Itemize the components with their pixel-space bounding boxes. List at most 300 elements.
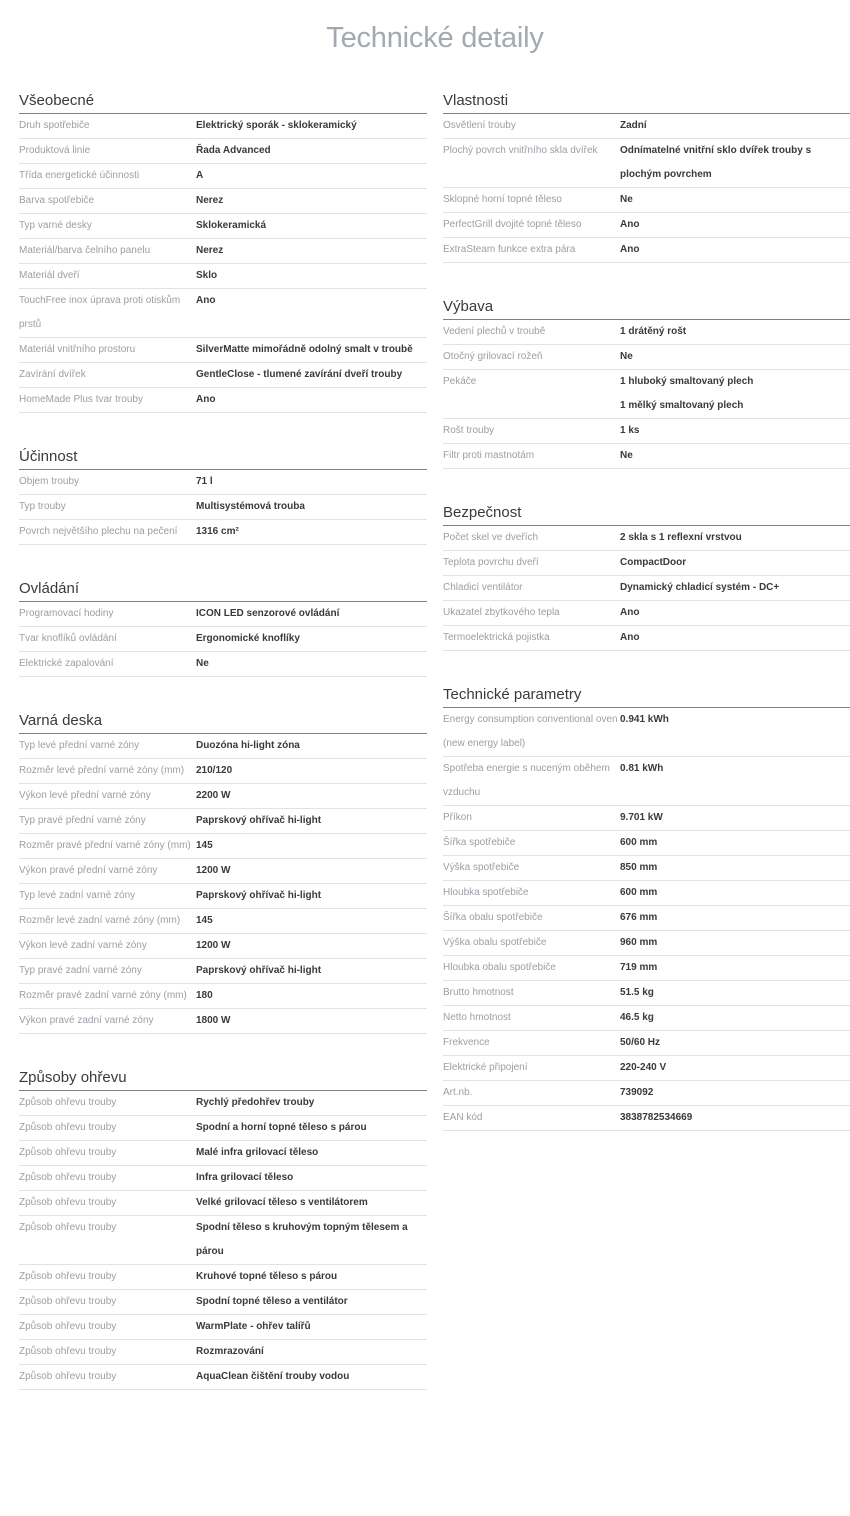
spec-value-text: 9.701 kW [620, 812, 663, 823]
section-title: Ovládání [19, 565, 427, 602]
spec-value [196, 652, 427, 676]
spec-value [620, 526, 850, 550]
spec-row [19, 1116, 427, 1141]
spec-label: Rošt trouby [443, 425, 495, 436]
spec-label: Výkon pravé přední varné zóny [19, 865, 158, 876]
spec-label: Frekvence [443, 1037, 490, 1048]
spec-row [19, 495, 427, 520]
spec-label: Způsob ohřevu trouby [19, 1097, 117, 1108]
spec-value [196, 909, 427, 933]
spec-label: Hloubka obalu spotřebiče [443, 962, 556, 973]
spec-label: Programovací hodiny [19, 608, 114, 619]
spec-value [196, 1315, 427, 1339]
section-title: Výbava [443, 283, 850, 320]
spec-value-text: Ano [196, 295, 216, 306]
spec-label: Zavírání dvířek [19, 369, 86, 380]
spec-value-text: Spodní těleso s kruhovým topným tělesem a párou [196, 1222, 408, 1257]
spec-row [443, 906, 850, 931]
spec-value [196, 495, 427, 519]
spec-value-text: 3838782534669 [620, 1112, 693, 1123]
spec-value-text: Spodní topné těleso a ventilátor [196, 1296, 348, 1307]
spec-label: Typ pravé zadní varné zóny [19, 965, 142, 976]
spec-value [196, 388, 427, 412]
spec-value [620, 881, 850, 905]
spec-value [196, 264, 427, 288]
spec-value-text: Nerez [196, 245, 224, 256]
spec-value [196, 114, 427, 138]
spec-row [19, 784, 427, 809]
spec-value-text: Sklokeramická [196, 220, 267, 231]
spec-row [443, 931, 850, 956]
spec-value-text: 1 drátěný rošt [620, 326, 687, 337]
spec-value-text: Ano [196, 394, 216, 405]
spec-value-text: 2 skla s 1 reflexní vrstvou [620, 532, 742, 543]
spec-value [196, 164, 427, 188]
spec-value [620, 931, 850, 955]
section-title: Způsoby ohřevu [19, 1054, 427, 1091]
spec-row [19, 338, 427, 363]
spec-value [196, 470, 427, 494]
spec-label: Výkon levé zadní varné zóny [19, 940, 147, 951]
spec-value [196, 809, 427, 833]
spec-row [19, 289, 427, 338]
spec-label: Způsob ohřevu trouby [19, 1346, 117, 1357]
section-zpusoby-ohrevu [19, 1054, 427, 1390]
section-ovladani [19, 565, 427, 677]
section-varna-deska [19, 697, 427, 1034]
spec-value [620, 1106, 850, 1130]
spec-value-text: Odnímatelné vnitřní sklo dvířek trouby s plochým povrchem [620, 145, 812, 180]
spec-value-text: Velké grilovací těleso s ventilátorem [196, 1197, 368, 1208]
spec-label: Způsob ohřevu trouby [19, 1271, 117, 1282]
spec-value [196, 627, 427, 651]
spec-row [19, 264, 427, 289]
spec-value [620, 1031, 850, 1055]
spec-value [196, 338, 427, 362]
spec-label: Sklopné horní topné těleso [443, 194, 562, 205]
spec-row [443, 320, 850, 345]
spec-value [620, 320, 850, 344]
spec-label: Povrch největšího plechu na pečení [19, 526, 178, 537]
spec-value [620, 188, 850, 212]
spec-row [443, 956, 850, 981]
spec-label: ExtraSteam funkce extra pára [443, 244, 576, 255]
spec-row [443, 139, 850, 188]
spec-row [19, 652, 427, 677]
spec-value [196, 759, 427, 783]
section-vybava [443, 283, 850, 469]
spec-value [196, 520, 427, 544]
spec-label: Elektrické připojení [443, 1062, 528, 1073]
spec-value-text: Ne [620, 450, 633, 461]
spec-row [443, 1056, 850, 1081]
spec-value-text: 1 ks [620, 425, 640, 436]
spec-value-text: Dynamický chladicí systém - DC+ [620, 582, 780, 593]
spec-label: Typ levé zadní varné zóny [19, 890, 136, 901]
spec-value [620, 981, 850, 1005]
spec-row [19, 627, 427, 652]
spec-value-text: AquaClean čištění trouby vodou [196, 1371, 350, 1382]
spec-value-text: 1 hluboký smaltovaný plech [620, 376, 754, 387]
spec-value [620, 444, 850, 468]
spec-row [443, 114, 850, 139]
spec-label: Pekáče [443, 376, 477, 387]
spec-value [620, 213, 850, 237]
spec-row [19, 164, 427, 189]
spec-value [620, 708, 850, 756]
spec-value-text: ICON LED senzorové ovládání [196, 608, 340, 619]
spec-value-text: Duozóna hi-light zóna [196, 740, 300, 751]
spec-label: Netto hmotnost [443, 1012, 511, 1023]
spec-value-text: Ne [196, 658, 209, 669]
spec-label: Typ pravé přední varné zóny [19, 815, 146, 826]
spec-value [620, 956, 850, 980]
section-title: Všeobecné [19, 77, 427, 114]
spec-value-text: Rozmrazování [196, 1346, 264, 1357]
spec-label: Termoelektrická pojistka [443, 632, 550, 643]
spec-value-text: Ano [620, 244, 640, 255]
spec-value-text: Infra grilovací těleso [196, 1172, 294, 1183]
spec-label: Tvar knoflíků ovládání [19, 633, 117, 644]
spec-label: Druh spotřebiče [19, 120, 90, 131]
spec-value-text: 960 mm [620, 937, 658, 948]
spec-value-text: 145 [196, 840, 213, 851]
spec-row [443, 831, 850, 856]
spec-value [196, 1191, 427, 1215]
spec-row [19, 984, 427, 1009]
spec-value [620, 1056, 850, 1080]
spec-row [443, 1031, 850, 1056]
spec-value-text: 0.81 kWh [620, 763, 664, 774]
spec-row [443, 708, 850, 757]
spec-row [19, 809, 427, 834]
spec-label: Šířka obalu spotřebiče [443, 912, 543, 923]
spec-value-text: 600 mm [620, 887, 658, 898]
spec-label: Výška spotřebiče [443, 862, 520, 873]
spec-value [620, 906, 850, 930]
spec-value-text: Paprskový ohřívač hi-light [196, 965, 322, 976]
spec-value-text: 739092 [620, 1087, 654, 1098]
spec-label: HomeMade Plus tvar trouby [19, 394, 143, 405]
spec-value [620, 856, 850, 880]
spec-row [443, 601, 850, 626]
spec-value [620, 831, 850, 855]
spec-row [19, 1365, 427, 1390]
spec-value [620, 1081, 850, 1105]
spec-value [196, 289, 427, 337]
spec-label: Elektrické zapalování [19, 658, 114, 669]
spec-value [196, 1166, 427, 1190]
spec-value [620, 370, 850, 418]
spec-value [620, 757, 850, 805]
section-bezpecnost [443, 489, 850, 651]
spec-label: Energy consumption conventional oven (new energy label) [443, 714, 618, 749]
spec-label: Vedení plechů v troubě [443, 326, 546, 337]
page-title: Technické detaily [326, 22, 544, 54]
spec-row [19, 139, 427, 164]
spec-value-text: Kruhové topné těleso s párou [196, 1271, 338, 1282]
spec-value [620, 238, 850, 262]
section-ucinnost [19, 433, 427, 545]
spec-value [620, 551, 850, 575]
spec-row [19, 114, 427, 139]
section-title: Bezpečnost [443, 489, 850, 526]
section-title: Vlastnosti [443, 77, 850, 114]
spec-row [19, 934, 427, 959]
spec-row [443, 551, 850, 576]
spec-value [196, 214, 427, 238]
spec-value-text: Řada Advanced [196, 145, 271, 156]
spec-value-text: 220-240 V [620, 1062, 667, 1073]
spec-row [19, 1166, 427, 1191]
spec-value-text: Sklo [196, 270, 218, 281]
spec-value-text: 1316 cm² [196, 526, 239, 537]
spec-value-text: 46.5 kg [620, 1012, 654, 1023]
spec-label: EAN kód [443, 1112, 483, 1123]
spec-value [196, 859, 427, 883]
section-title: Technické parametry [443, 671, 850, 708]
spec-label: Art.nb. [443, 1087, 473, 1098]
spec-value-text: Zadní [620, 120, 647, 131]
spec-value-text: CompactDoor [620, 557, 687, 568]
spec-label: Otočný grilovací rožeň [443, 351, 543, 362]
spec-row [19, 1091, 427, 1116]
spec-label: Ukazatel zbytkového tepla [443, 607, 560, 618]
spec-row [443, 856, 850, 881]
spec-label: Brutto hmotnost [443, 987, 514, 998]
section-vseobecne [19, 77, 427, 413]
spec-value-text: Ergonomické knoflíky [196, 633, 300, 644]
spec-label: Způsob ohřevu trouby [19, 1122, 117, 1133]
spec-row [443, 806, 850, 831]
spec-value-text: 600 mm [620, 837, 658, 848]
spec-row [19, 959, 427, 984]
right-column [443, 77, 850, 1131]
spec-row [443, 626, 850, 651]
spec-value [196, 884, 427, 908]
spec-row [19, 239, 427, 264]
spec-row [443, 1106, 850, 1131]
spec-value [196, 934, 427, 958]
spec-value [196, 189, 427, 213]
spec-row [19, 909, 427, 934]
spec-row [443, 526, 850, 551]
spec-label: Příkon [443, 812, 472, 823]
spec-value-text: Ne [620, 351, 633, 362]
spec-label: Počet skel ve dveřích [443, 532, 539, 543]
spec-value [196, 834, 427, 858]
spec-label: Typ levé přední varné zóny [19, 740, 140, 751]
section-title: Varná deska [19, 697, 427, 734]
spec-label: Způsob ohřevu trouby [19, 1222, 117, 1233]
spec-label: Osvětlení trouby [443, 120, 516, 131]
spec-value-text: 719 mm [620, 962, 658, 973]
spec-row [19, 834, 427, 859]
spec-label: Třída energetické účinnosti [19, 170, 140, 181]
spec-value-text: Ne [620, 194, 633, 205]
spec-row [19, 189, 427, 214]
spec-value-text: Ano [620, 607, 640, 618]
spec-label: Způsob ohřevu trouby [19, 1147, 117, 1158]
spec-row [19, 859, 427, 884]
spec-label: PerfectGrill dvojité topné těleso [443, 219, 582, 230]
spec-label: Materiál/barva čelního panelu [19, 245, 151, 256]
spec-row [443, 238, 850, 263]
spec-row [19, 1340, 427, 1365]
spec-label: Produktová linie [19, 145, 91, 156]
spec-value-text: 180 [196, 990, 213, 1001]
spec-row [19, 520, 427, 545]
spec-label: Výkon levé přední varné zóny [19, 790, 151, 801]
spec-row [19, 214, 427, 239]
spec-label: Výkon pravé zadní varné zóny [19, 1015, 154, 1026]
spec-value [620, 419, 850, 443]
spec-value [196, 1216, 427, 1264]
spec-row [443, 188, 850, 213]
spec-row [19, 363, 427, 388]
spec-row [443, 370, 850, 419]
spec-value [196, 1290, 427, 1314]
spec-value [620, 114, 850, 138]
spec-value [196, 1265, 427, 1289]
spec-row [443, 444, 850, 469]
section-technicke-parametry [443, 671, 850, 1131]
spec-row [19, 759, 427, 784]
spec-value [196, 784, 427, 808]
spec-label: Hloubka spotřebiče [443, 887, 529, 898]
spec-value [196, 139, 427, 163]
spec-label: Rozměr pravé zadní varné zóny (mm) [19, 990, 187, 1001]
spec-row [19, 1290, 427, 1315]
spec-label: Materiál dveří [19, 270, 80, 281]
spec-row [19, 602, 427, 627]
spec-value-text: Elektrický sporák - sklokeramický [196, 120, 357, 131]
spec-value [620, 345, 850, 369]
spec-label: Objem trouby [19, 476, 80, 487]
spec-row [19, 470, 427, 495]
spec-row [19, 1009, 427, 1034]
spec-row [19, 388, 427, 413]
spec-value-text: Rychlý předohřev trouby [196, 1097, 315, 1108]
spec-value-text: 50/60 Hz [620, 1037, 661, 1048]
spec-row [443, 419, 850, 444]
spec-value [196, 1340, 427, 1364]
spec-row [19, 1216, 427, 1265]
spec-value-text: 0.941 kWh [620, 714, 669, 725]
spec-label: Šířka spotřebiče [443, 837, 516, 848]
spec-value [196, 959, 427, 983]
spec-value-text: Ano [620, 632, 640, 643]
spec-value-text: 1200 W [196, 940, 231, 951]
spec-value [620, 576, 850, 600]
spec-row [19, 884, 427, 909]
spec-value [620, 1006, 850, 1030]
spec-label: Způsob ohřevu trouby [19, 1321, 117, 1332]
spec-value [620, 626, 850, 650]
spec-value-text: 51.5 kg [620, 987, 654, 998]
spec-label: Rozměr levé přední varné zóny (mm) [19, 765, 185, 776]
spec-row [443, 981, 850, 1006]
spec-value-text: Multisystémová trouba [196, 501, 305, 512]
spec-value [196, 1116, 427, 1140]
left-column [19, 77, 427, 1390]
spec-value [196, 1091, 427, 1115]
spec-row [443, 757, 850, 806]
spec-value-text: Paprskový ohřívač hi-light [196, 890, 322, 901]
spec-label: TouchFree inox úprava proti otiskům prstů [19, 295, 181, 330]
spec-row [443, 881, 850, 906]
spec-value [196, 984, 427, 1008]
spec-row [443, 345, 850, 370]
spec-value [620, 601, 850, 625]
spec-value-text: 1 mělký smaltovaný plech [620, 400, 744, 411]
spec-value-text: Malé infra grilovací těleso [196, 1147, 319, 1158]
spec-value-text: WarmPlate - ohřev talířů [196, 1321, 311, 1332]
spec-label: Způsob ohřevu trouby [19, 1296, 117, 1307]
spec-label: Způsob ohřevu trouby [19, 1371, 117, 1382]
spec-row [443, 1081, 850, 1106]
spec-label: Teplota povrchu dveří [443, 557, 539, 568]
spec-value-text: GentleClose - tlumené zavírání dveří trouby [196, 369, 403, 380]
spec-value-text: 1200 W [196, 865, 231, 876]
spec-label: Materiál vnitřního prostoru [19, 344, 136, 355]
spec-label: Typ varné desky [19, 220, 92, 231]
spec-value-text: 210/120 [196, 765, 233, 776]
spec-value [196, 1141, 427, 1165]
spec-value [196, 602, 427, 626]
spec-value [196, 239, 427, 263]
spec-label: Barva spotřebiče [19, 195, 95, 206]
spec-label: Způsob ohřevu trouby [19, 1172, 117, 1183]
spec-row [19, 1141, 427, 1166]
spec-value-text: SilverMatte mimořádně odolný smalt v troubě [196, 344, 413, 355]
spec-row [19, 734, 427, 759]
spec-value-text: 145 [196, 915, 213, 926]
spec-row [19, 1315, 427, 1340]
spec-value [620, 806, 850, 830]
spec-label: Rozměr levé zadní varné zóny (mm) [19, 915, 181, 926]
spec-value [196, 1365, 427, 1389]
spec-value-text: 2200 W [196, 790, 231, 801]
spec-label: Způsob ohřevu trouby [19, 1197, 117, 1208]
spec-row [443, 576, 850, 601]
spec-value-text: Paprskový ohřívač hi-light [196, 815, 322, 826]
spec-value-text: Nerez [196, 195, 224, 206]
spec-value-text: 676 mm [620, 912, 658, 923]
spec-label: Spotřeba energie s nuceným oběhem vzduchu [443, 763, 610, 798]
spec-row [443, 213, 850, 238]
spec-label: Výška obalu spotřebiče [443, 937, 547, 948]
spec-value [620, 139, 850, 187]
spec-row [443, 1006, 850, 1031]
spec-value-text: 850 mm [620, 862, 658, 873]
spec-value-text: 71 l [196, 476, 213, 487]
spec-value-text: Ano [620, 219, 640, 230]
spec-value [196, 734, 427, 758]
spec-value [196, 1009, 427, 1033]
spec-value-text: Spodní a horní topné těleso s párou [196, 1122, 367, 1133]
spec-row [19, 1191, 427, 1216]
section-title: Účinnost [19, 433, 427, 470]
spec-label: Chladicí ventilátor [443, 582, 523, 593]
section-vlastnosti [443, 77, 850, 263]
spec-value-text: 1800 W [196, 1015, 231, 1026]
spec-label: Typ trouby [19, 501, 66, 512]
spec-row [19, 1265, 427, 1290]
spec-value [196, 363, 427, 387]
spec-value-text: A [196, 170, 204, 181]
spec-label: Filtr proti mastnotám [443, 450, 535, 461]
